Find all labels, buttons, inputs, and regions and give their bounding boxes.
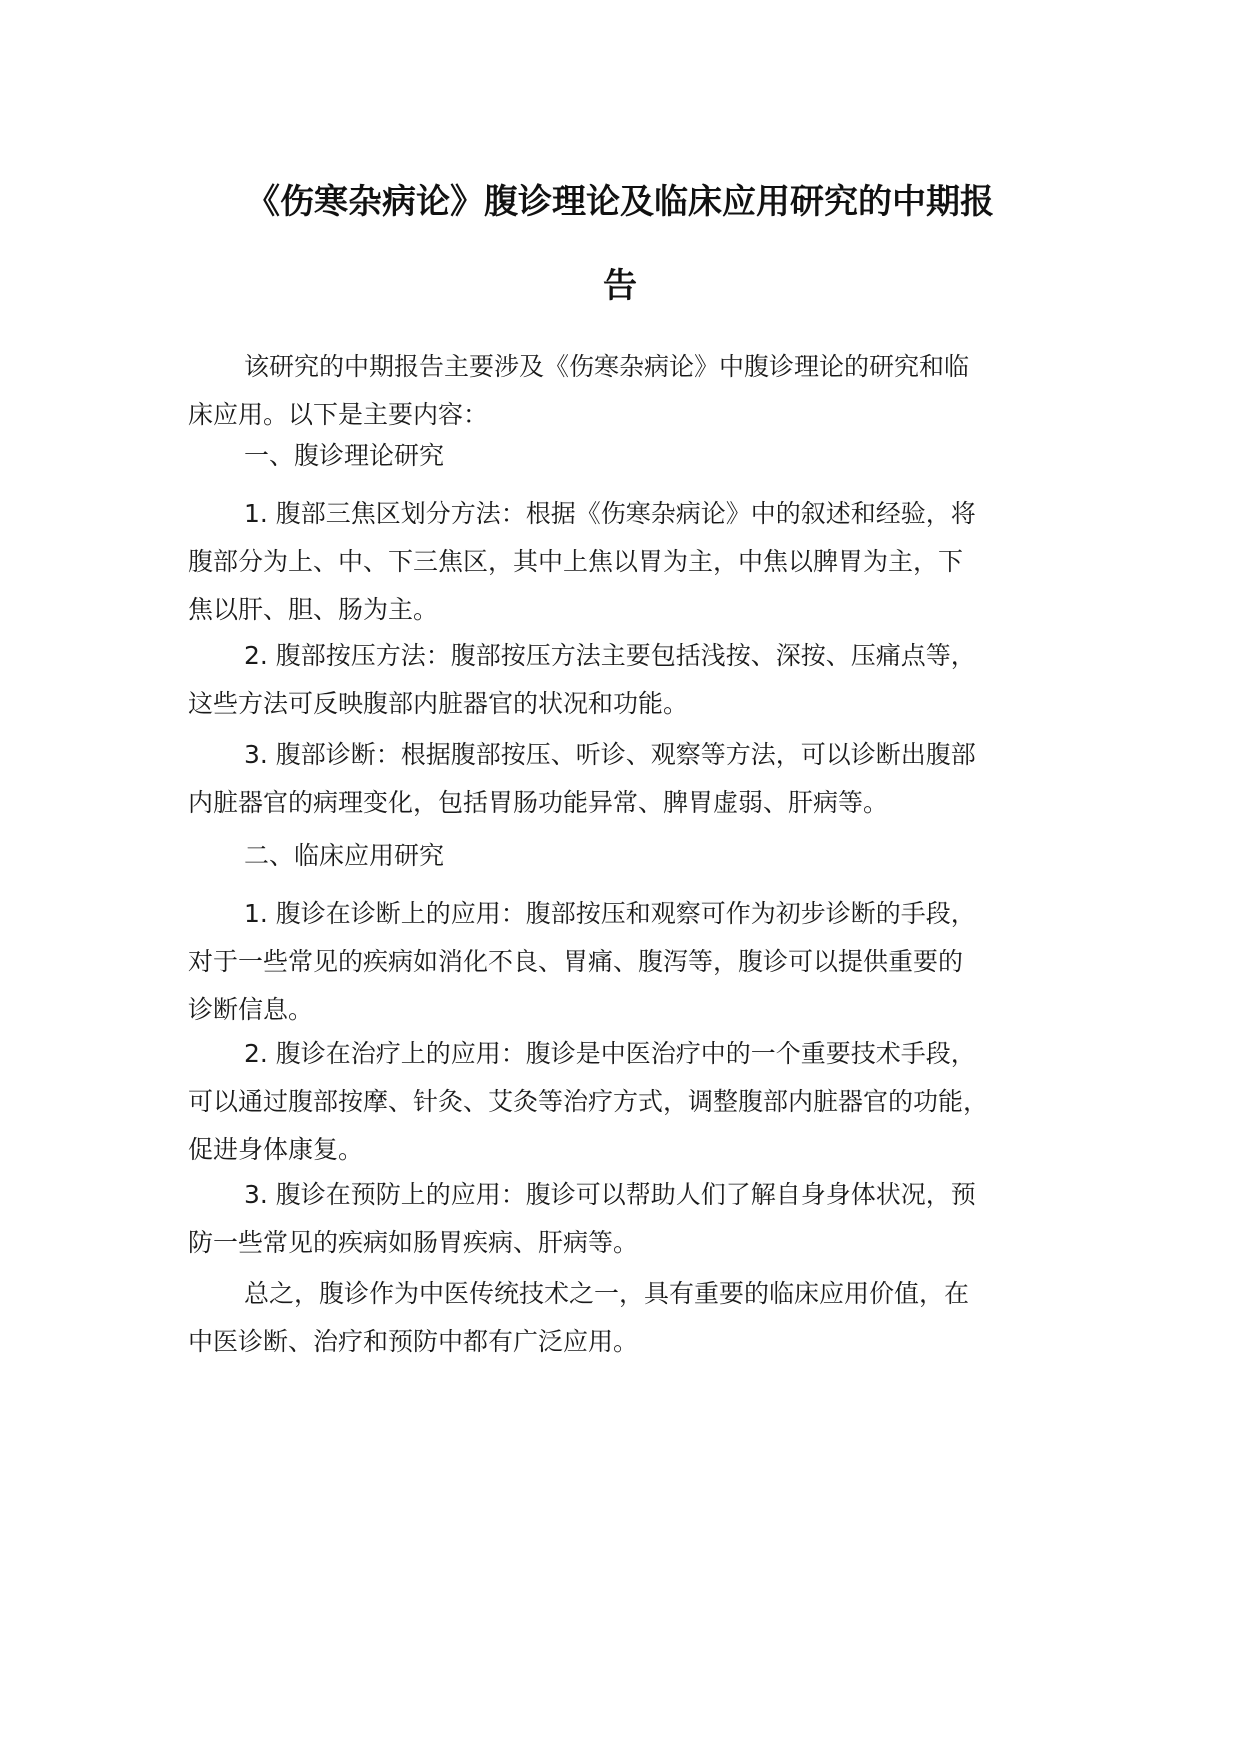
paragraph-line: 2. 腹部按压方法：腹部按压方法主要包括浅按、深按、压痛点等， bbox=[244, 641, 976, 670]
paragraph-line: 腹部分为上、中、下三焦区，其中上焦以胃为主，中焦以脾胃为主，下 bbox=[188, 547, 964, 576]
section-heading-text: 二、临床应用研究 bbox=[244, 841, 445, 870]
intro-paragraph bbox=[188, 343, 1088, 439]
paragraph-line: 床应用。以下是主要内容： bbox=[188, 400, 489, 429]
paragraph-line: 1. 腹诊在诊断上的应用：腹部按压和观察可作为初步诊断的手段， bbox=[244, 899, 976, 928]
paragraph-line: 防一些常见的疾病如肠胃疾病、肝病等。 bbox=[188, 1228, 639, 1257]
paragraph-line: 焦以肝、胆、肠为主。 bbox=[188, 595, 439, 624]
paragraph-line: 总之，腹诊作为中医传统技术之一，具有重要的临床应用价值，在 bbox=[244, 1279, 970, 1308]
theory-item-1 bbox=[188, 490, 1088, 634]
paragraph-line: 1. 腹部三焦区划分方法：根据《伤寒杂病论》中的叙述和经验，将 bbox=[244, 499, 976, 528]
document-title-line-1: 《伤寒杂病论》腹诊理论及临床应用研究的中期报 bbox=[246, 182, 994, 222]
clinical-item-1 bbox=[188, 890, 1088, 1034]
theory-item-2 bbox=[188, 632, 1088, 728]
theory-item-3 bbox=[188, 731, 1088, 827]
document-title-line-2: 告 bbox=[603, 266, 637, 306]
section-heading-text: 一、腹诊理论研究 bbox=[244, 441, 445, 470]
paragraph-line: 中医诊断、治疗和预防中都有广泛应用。 bbox=[188, 1327, 639, 1356]
section-heading-clinical bbox=[188, 832, 1088, 880]
paragraph-line: 对于一些常见的疾病如消化不良、胃痛、腹泻等，腹诊可以提供重要的 bbox=[188, 947, 964, 976]
paragraph-line: 促进身体康复。 bbox=[188, 1135, 364, 1164]
conclusion-paragraph bbox=[188, 1270, 1088, 1366]
clinical-item-2 bbox=[188, 1030, 1088, 1174]
paragraph-line: 诊断信息。 bbox=[188, 995, 314, 1024]
paragraph-line: 2. 腹诊在治疗上的应用：腹诊是中医治疗中的一个重要技术手段， bbox=[244, 1039, 976, 1068]
paragraph-line: 内脏器官的病理变化，包括胃肠功能异常、脾胃虚弱、肝病等。 bbox=[188, 788, 889, 817]
section-heading-theory bbox=[188, 432, 1088, 480]
paragraph-line: 3. 腹诊在预防上的应用：腹诊可以帮助人们了解自身身体状况，预 bbox=[244, 1180, 976, 1209]
clinical-item-3 bbox=[188, 1171, 1088, 1267]
paragraph-line: 3. 腹部诊断：根据腹部按压、听诊、观察等方法，可以诊断出腹部 bbox=[244, 740, 976, 769]
paragraph-line: 可以通过腹部按摩、针灸、艾灸等治疗方式，调整腹部内脏器官的功能， bbox=[188, 1087, 989, 1116]
paragraph-line: 该研究的中期报告主要涉及《伤寒杂病论》中腹诊理论的研究和临 bbox=[244, 352, 970, 381]
paragraph-line: 这些方法可反映腹部内脏器官的状况和功能。 bbox=[188, 689, 689, 718]
